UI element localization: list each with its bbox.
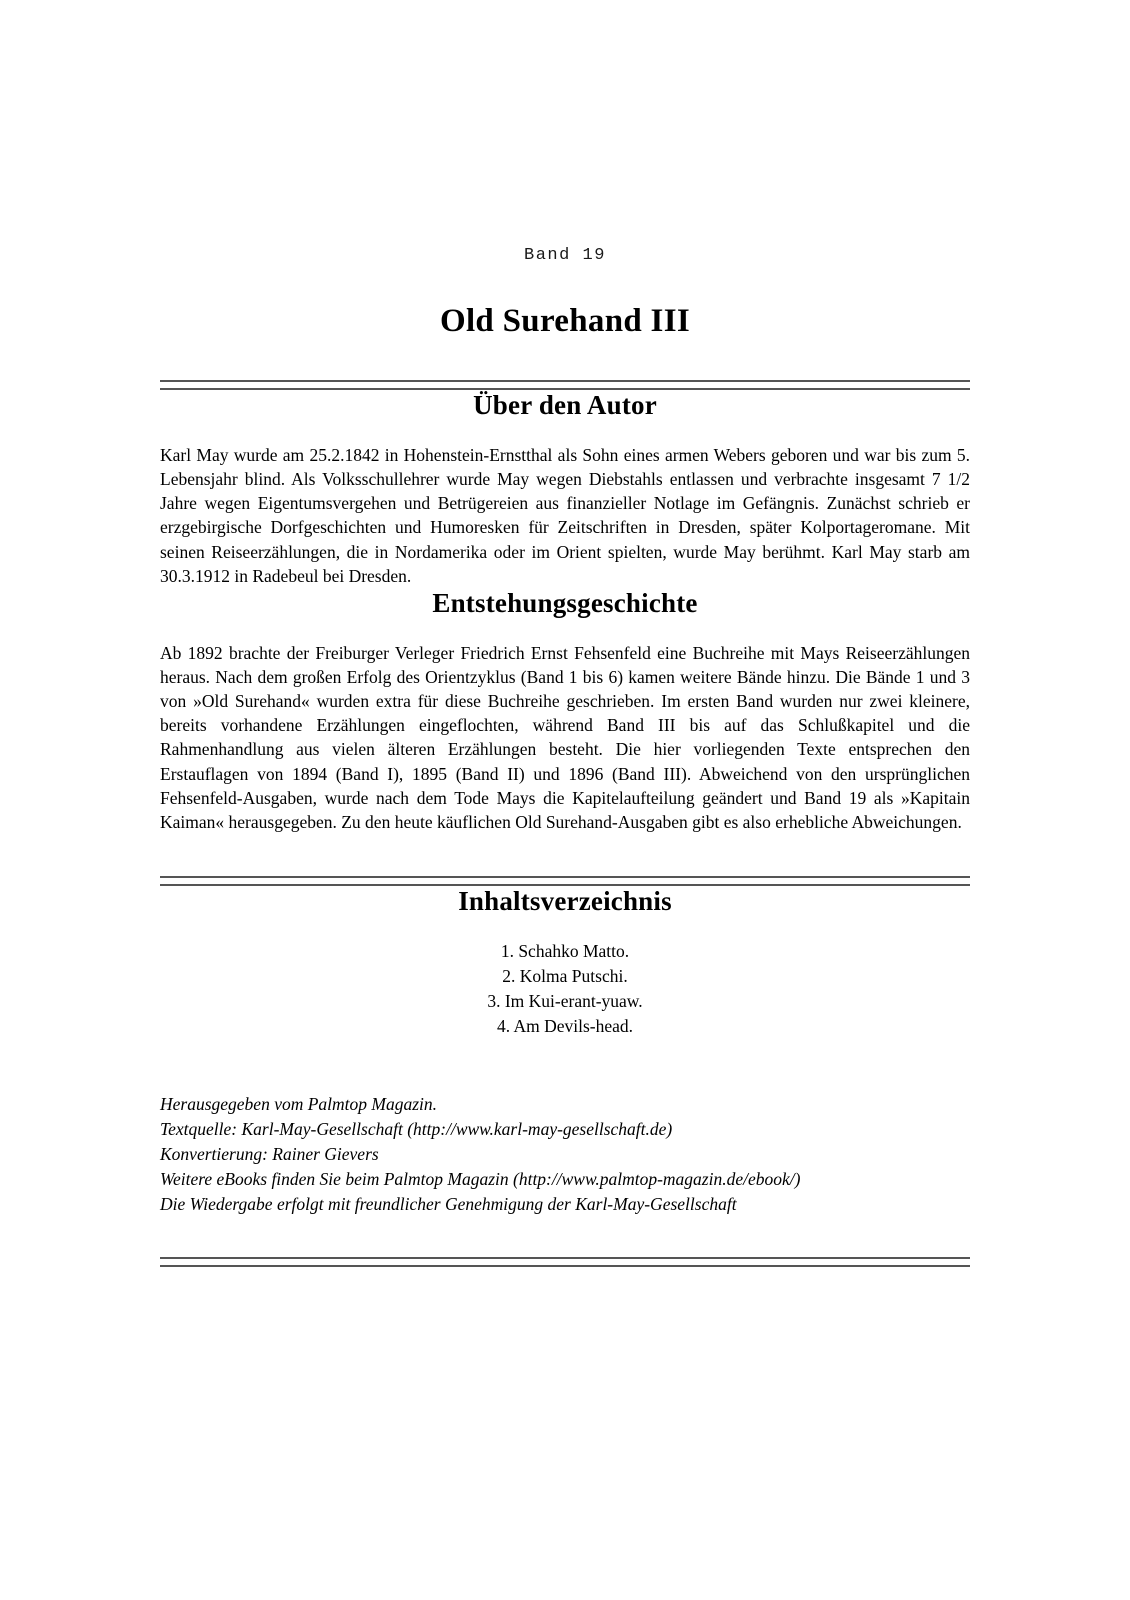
list-item[interactable]: 3. Im Kui-erant-yuaw. — [487, 990, 643, 1011]
imprint-conversion: Konvertierung: Rainer Gievers — [160, 1144, 379, 1165]
section-heading-author: Über den Autor — [473, 390, 657, 420]
section-text-origin: Ab 1892 brachte der Freiburger Verleger Friedrich Ernst Fehsenfeld eine Buchreihe mit Mays Reiseerzählungen heraus. Nach dem großen Erfolg des Orientzyklus (Band 1 bis 6) kamen weitere Bände hinzu. Die Bände 1 und 3 von »Old Surehand« wurden extra für diese Buchreihe geschrieben. Im ersten Band wurden nur zwei kleinere, bereits vorhandene Erzählungen eingeflochten, während Band III bis auf das Schlußkapitel und die Rahmenhandlung aus vielen älteren Erzählungen besteht. Die hier vorliegenden Texte entsprechen den Erstauflagen von 1894 (Band I), 1895 (Band II) und 1896 (Band III). Abweichend von den ursprünglichen Fehsenfeld-Ausgaben, wurde nach dem Tode Mays die Kapitelaufteilung geändert und Band 19 als »Kapitain Kaiman« herausgegeben. Zu den heute käuflichen Old Surehand-Ausgaben gibt es also erhebliche Abweichungen. — [160, 642, 970, 832]
imprint-publisher: Herausgegeben vom Palmtop Magazin. — [160, 1094, 438, 1115]
list-item[interactable]: 1. Schahko Matto. — [500, 940, 630, 961]
section-heading-origin: Entstehungsgeschichte — [432, 587, 698, 618]
table-of-contents — [160, 939, 970, 1038]
list-item[interactable]: 2. Kolma Putschi. — [502, 965, 628, 986]
section-heading-toc: Inhaltsverzeichnis — [458, 885, 672, 916]
divider-middle — [160, 876, 970, 886]
imprint-more-ebooks: Weitere eBooks finden Sie beim Palmtop Magazin (http://www.palmtop-magazin.de/ebook/) — [160, 1168, 801, 1189]
band-label: Band 19 — [524, 246, 606, 265]
imprint-block — [160, 1092, 970, 1216]
divider-bottom — [160, 1257, 970, 1267]
section-text-author: Karl May wurde am 25.2.1842 in Hohenstein-Ernstthal als Sohn eines armen Webers geboren und war bis zum 5. Lebensjahr blind. Als Volksschullehrer wurde May wegen Diebstahls entlassen und verbrachte insgesamt 7 1/2 Jahre wegen Eigentumsvergehen und Betrügereien aus finanzieller Notlage im Gefängnis. Zunächst schrieb er erzgebirgische Dorfgeschichten und Humoresken für Zeitschriften in Dresden, später Kolportageromane. Mit seinen Reiseerzählungen, die in Nordamerika oder im Orient spielten, wurde May berühmt. Karl May starb am 30.3.1912 in Radebeul bei Dresden. — [160, 445, 970, 586]
imprint-source: Textquelle: Karl-May-Gesellschaft (http://www.karl-may-gesellschaft.de) — [160, 1119, 673, 1140]
page-title: Old Surehand III — [440, 303, 690, 339]
imprint-permission: Die Wiedergabe erfolgt mit freundlicher Genehmigung der Karl-May-Gesellschaft — [160, 1193, 737, 1214]
list-item[interactable]: 4. Am Devils-head. — [496, 1015, 634, 1036]
divider-top — [160, 380, 970, 390]
